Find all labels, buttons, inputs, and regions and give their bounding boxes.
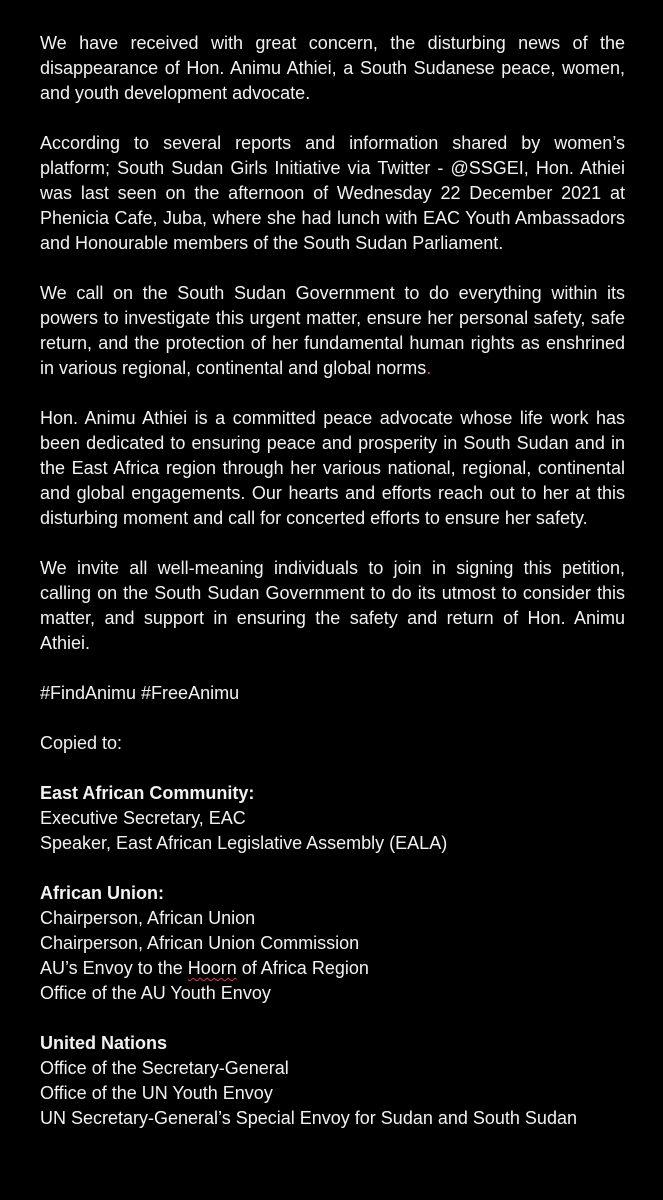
reports-paragraph: According to several reports and information shared by women’s platform; South Sudan Girls Initiative via Twitter - @SSGEI, Hon. Athiei was last seen on the afternoon of Wednesday 22 December 2021 at Phenicia Cafe, Juba, where she had lunch with EAC Youth Ambassadors and Honourable members of the South Sudan Parliament. [40, 133, 625, 253]
un-recipient: Office of the UN Youth Envoy [40, 1083, 273, 1103]
trailing-period: . [426, 358, 432, 378]
spellcheck-flagged-word: Hoorn [187, 958, 237, 978]
copied-to-label: Copied to: [40, 733, 123, 753]
call-to-government-paragraph [40, 281, 625, 381]
au-envoy-recipient [40, 956, 625, 981]
eac-recipient: Speaker, East African Legislative Assembly (EALA) [40, 833, 448, 853]
recipients-au [40, 881, 625, 1006]
intro-paragraph: We have received with great concern, the disturbing news of the disappearance of Hon. Animu Athiei, a South Sudanese peace, women, and youth development advocate. [40, 33, 625, 103]
au-envoy-prefix: AU’s Envoy to the [40, 958, 188, 978]
petition-document [40, 31, 625, 1156]
call-to-government-text: We call on the South Sudan Government to do everything within its powers to investigate this urgent matter, ensure her personal safety, safe return, and the protection of her fundamental human rights as enshrined in various regional, continental and global norms [40, 283, 625, 378]
un-recipient: Office of the Secretary-General [40, 1058, 289, 1078]
au-recipient: Office of the AU Youth Envoy [40, 983, 271, 1003]
recipients-eac [40, 781, 625, 856]
au-envoy-suffix: of Africa Region [236, 958, 369, 978]
hashtags: #FindAnimu #FreeAnimu [40, 683, 240, 703]
petition-invitation-paragraph: We invite all well-meaning individuals to join in signing this petition, calling on the South Sudan Government to do its utmost to consider this matter, and support in ensuring the safety and return of Hon. Animu Athiei. [40, 558, 625, 653]
au-recipient: Chairperson, African Union [40, 908, 256, 928]
un-recipient: UN Secretary-General’s Special Envoy for Sudan and South Sudan [40, 1108, 577, 1128]
recipients-un [40, 1031, 625, 1131]
eac-heading: East African Community: [40, 783, 255, 803]
advocate-profile-paragraph: Hon. Animu Athiei is a committed peace advocate whose life work has been dedicated to ensuring peace and prosperity in South Sudan and in the East Africa region through her various national, regional, continental and global engagements. Our hearts and efforts reach out to her at this disturbing moment and call for concerted efforts to ensure her safety. [40, 408, 625, 528]
eac-recipient: Executive Secretary, EAC [40, 808, 246, 828]
au-heading: African Union: [40, 883, 164, 903]
au-recipient: Chairperson, African Union Commission [40, 933, 360, 953]
un-heading: United Nations [40, 1033, 168, 1053]
